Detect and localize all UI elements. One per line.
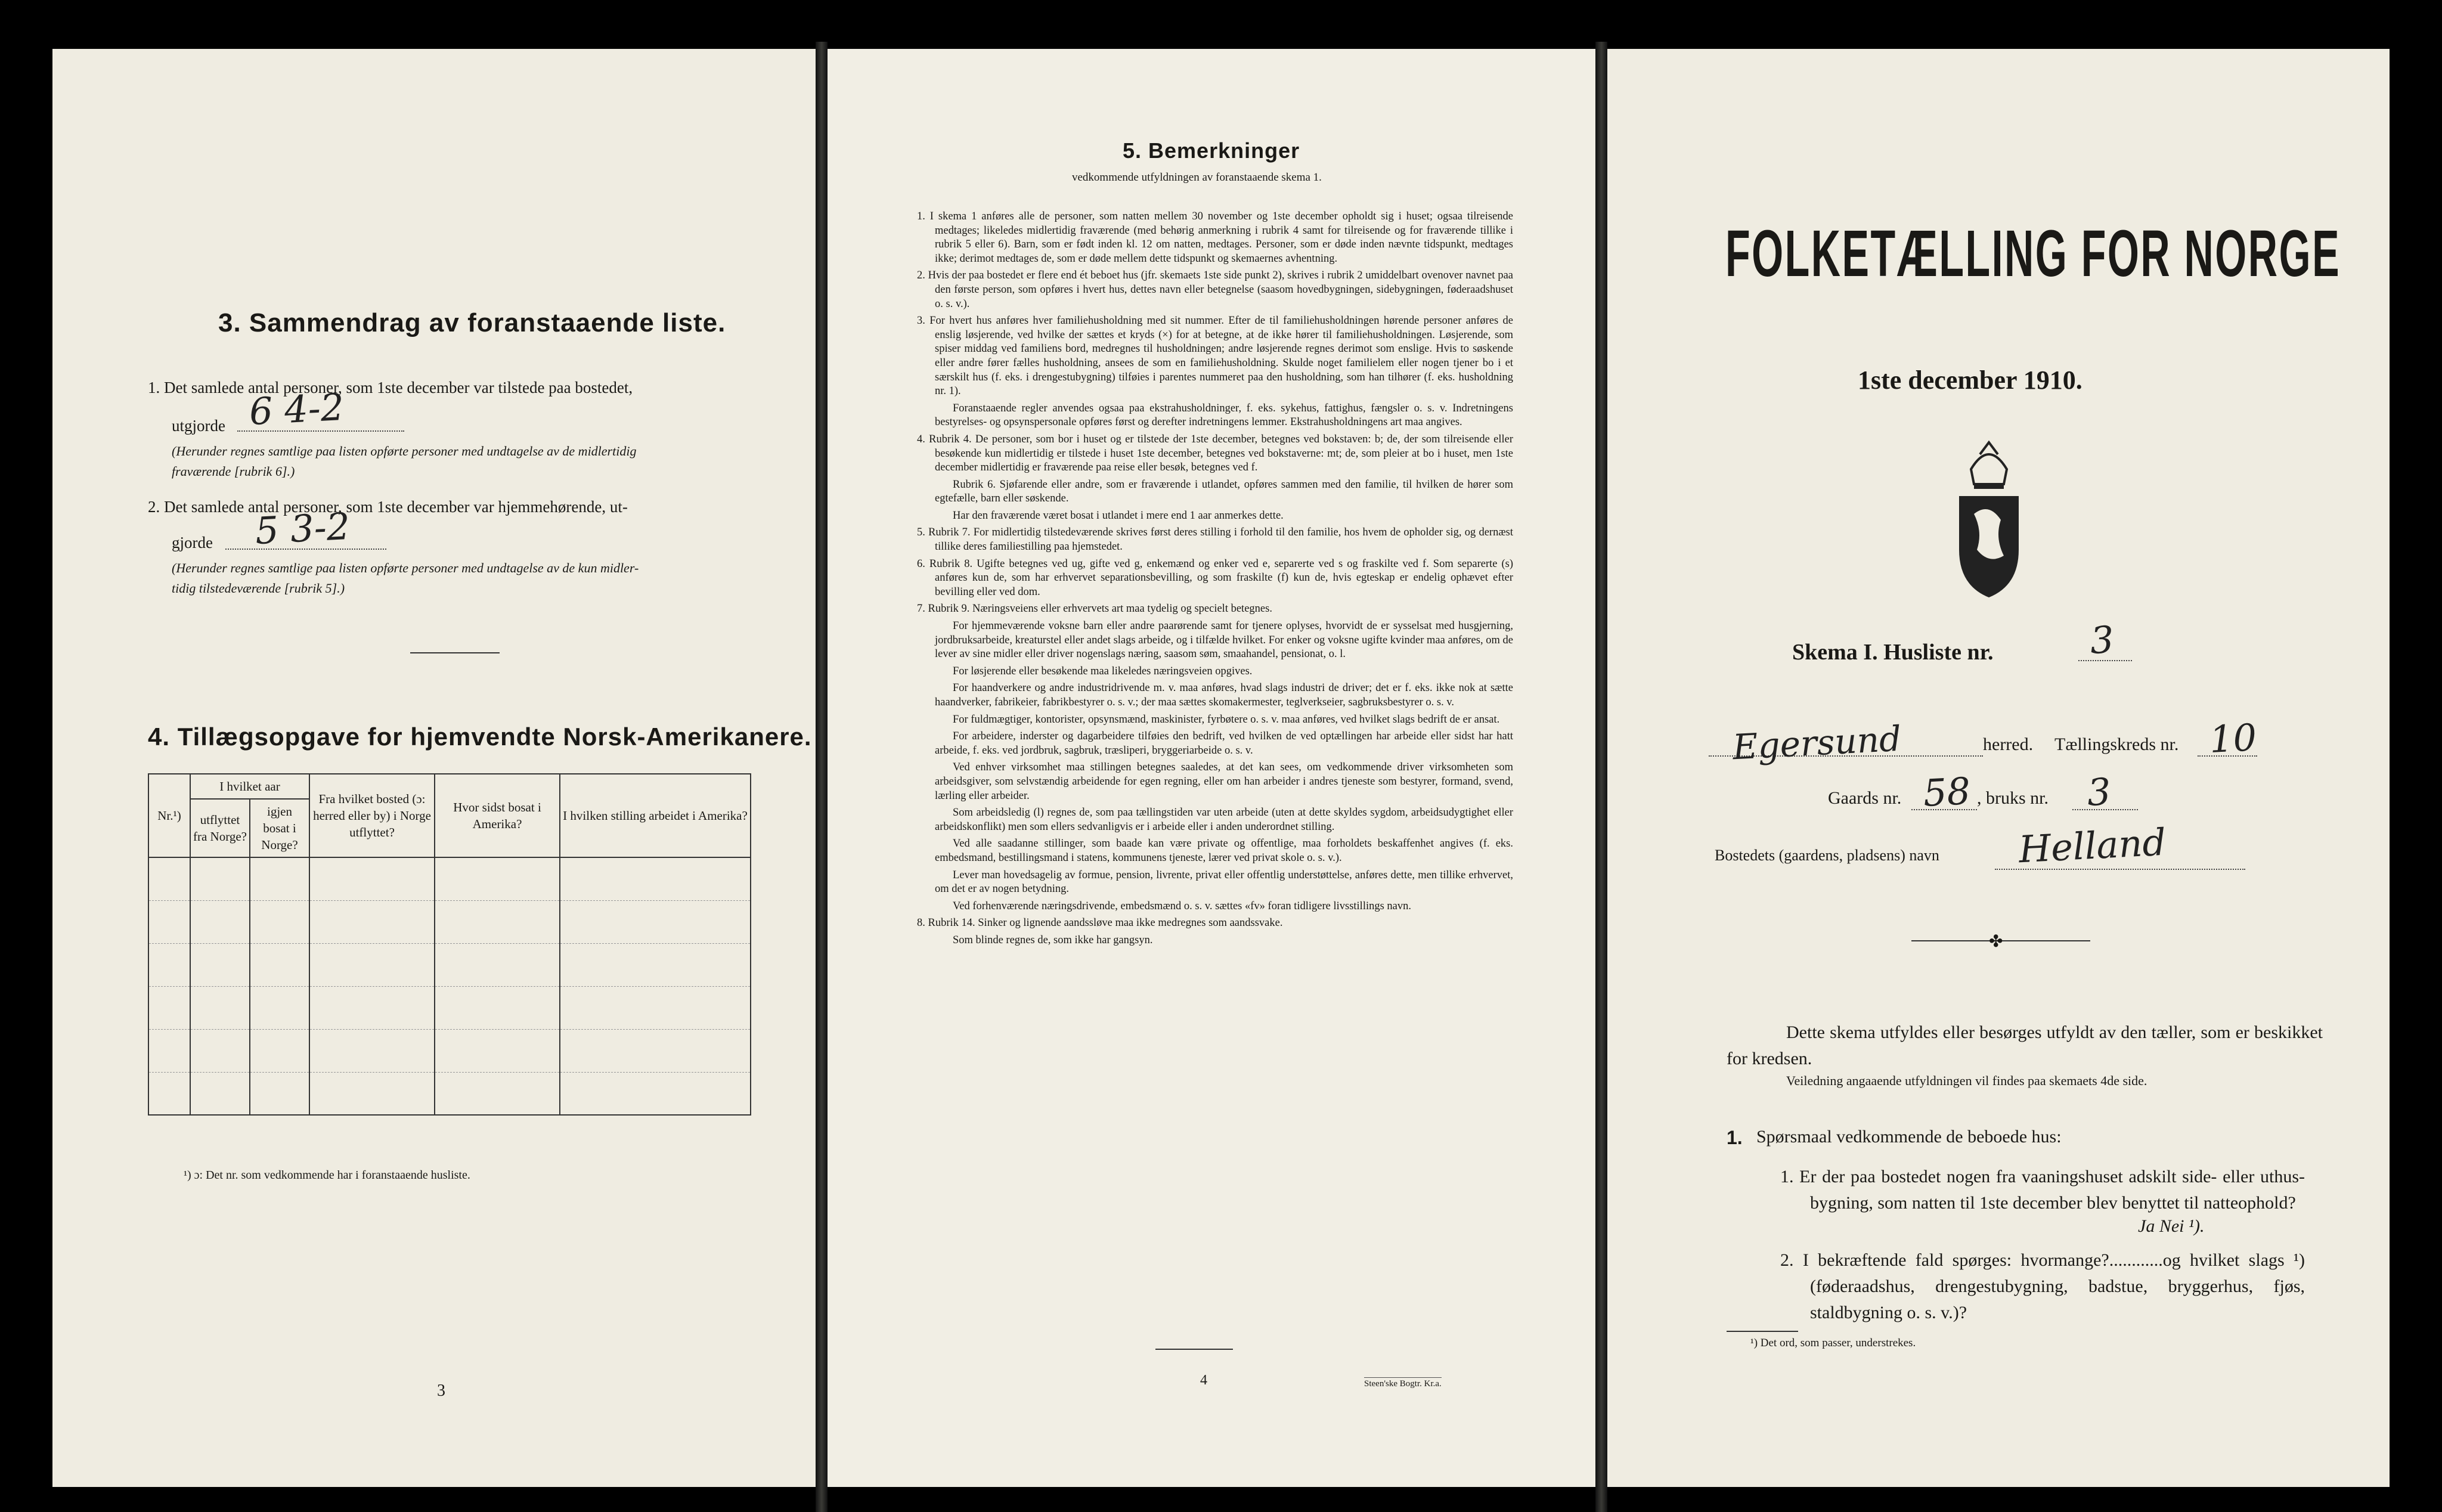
remark-paragraph: 4. Rubrik 4. De personer, som bor i huset og er tilstede der 1ste december, betegnes ved bokstaven: b; de, der som tilreisende eller besøkende kun midlertidig er tilstede i huset 1ste december, betegnes ved bokstaverne: mt; de, som pleier at bo i huset, men 1ste december midlertidig er fraværende paa reise eller besøk, betegnes ved f. — [917, 433, 1513, 474]
remark-paragraph: For løsjerende eller besøkende maa likeledes næringsveien opgives. — [953, 665, 1253, 677]
printer-mark: Steen'ske Bogtr. Kr.a. — [1364, 1377, 1442, 1389]
remark-paragraph: For haandverkere og andre industridrivende m. v. maa anføres, hvad slags industri de driver; det er f. eks. ikke nok at sætte haandverker, fabrikeier, fabrikbestyrer o. s. v.; der maa sættes skomakermester, teglverkseier, sagbruksbestyrer o. s. v. — [935, 682, 1513, 708]
remark-paragraph: Lever man hovedsagelig av formue, pension, livrente, privat eller offentlig understøttelse, anføres dette, men tillike erhvervet, om det er av nogen betydning. — [935, 869, 1513, 896]
census-title: FOLKETÆLLING FOR NORGE — [1725, 217, 2341, 290]
col-nr: Nr.¹) — [148, 774, 190, 857]
item2-note2: tidig tilstedeværende [rubrik 5].) — [172, 581, 345, 596]
remark-paragraph: For hjemmeværende voksne barn eller andre paarørende samt for tjenere oplyses, hvorvidt de er sysselsat med husgjerning, jordbruksarbeide, kreaturstel eller andet slags arbeide, og i tilfælde hvilket. For enker og voksne ugifte kvinder maa anføres, om de lever av sine midler eller driver nogenslags næring, saasom søm, smaahandel, pensionat, o. l. — [935, 620, 1513, 661]
table-row — [148, 1072, 751, 1115]
col-amerika-bosat: Hvor sidst bosat i Amerika? — [435, 774, 560, 857]
census-date: 1ste december 1910. — [1858, 365, 2082, 395]
item1-text: 1. Det samlede antal personer, som 1ste december var tilstede paa bostedet, — [148, 379, 633, 396]
remark-paragraph: Har den fraværende været bosat i utlandet i mere end 1 aar anmerkes dette. — [953, 509, 1284, 522]
section4-title: 4. Tillægsopgave for hjemvendte Norsk-Amerikanere. — [148, 723, 812, 751]
col-fra-bosted: Fra hvilket bosted (ɔ: herred eller by) i Norge utflyttet? — [309, 774, 435, 857]
divider — [1155, 1349, 1233, 1350]
remark-paragraph: Foranstaaende regler anvendes ogsaa paa ekstrahusholdninger, f. eks. sykehus, fattighus, fængsler o. s. v. Indretningens bestyrelses- og opsynspersonale opføres først og derefter indretningens lemmer. Ekstrahusholdningens art maa angives. — [935, 402, 1513, 429]
gaards-handwritten: 58 — [1922, 769, 1972, 816]
left-page — [52, 49, 822, 1487]
middle-page — [822, 49, 1601, 1487]
table-row — [148, 943, 751, 986]
bruks-handwritten: 3 — [2086, 770, 2112, 814]
gaards-label: Gaards nr. — [1828, 788, 1902, 808]
item2-note1: (Herunder regnes samtlige paa listen opførte personer med undtagelse av de kun midler- — [172, 560, 639, 575]
bruks-label: , bruks nr. — [1977, 788, 2049, 808]
table-row — [148, 900, 751, 943]
divider — [410, 652, 500, 653]
item1-note2: fraværende [rubrik 6].) — [172, 464, 295, 479]
question-1: 1. Er der paa bostedet nogen fra vaaningshuset adskilt side- eller uthus-bygning, som natten til 1ste december blev benyttet til natteophold? — [1780, 1167, 2305, 1213]
remark-paragraph: Rubrik 6. Sjøfarende eller andre, som er fraværende i utlandet, opføres sammen med den familie, til hvilken de hører som egtefælle, barn eller søskende. — [935, 478, 1513, 505]
question-head: Spørsmaal vedkommende de beboede hus: — [1756, 1127, 2062, 1147]
remark-paragraph: 5. Rubrik 7. For midlertidig tilstedeværende skrives først deres stilling i forhold til den familie, hos hvem de opholder sig, og dernæst tillike deres familiestilling paa hjemstedet. — [917, 526, 1513, 553]
remark-paragraph: Ved enhver virksomhet maa stillingen betegnes saaledes, at det kan sees, om vedkommende driver virksomheten som arbeidsgiver, som selvstændig arbeidende for egen regning, eller om han arbeider i andres tjeneste som bestyrer, formand, svend, lærling eller arbeider. — [935, 761, 1513, 802]
item2-prefix: gjorde — [172, 534, 213, 551]
remark-paragraph: Ved alle saadanne stillinger, som baade kan være private og offentlige, maa forholdets beskaffenhet angives (f. eks. embedsmand, bestillingsmand i statens, kommunens tjeneste, lærer ved privat skole o. s. v.). — [935, 838, 1513, 864]
table-row — [148, 1029, 751, 1072]
bosted-label: Bostedets (gaardens, pladsens) navn — [1715, 847, 1939, 864]
remarks-list — [917, 210, 1513, 951]
col-utflyttet: utflyttet fra Norge? — [190, 799, 250, 857]
col-stilling: I hvilken stilling arbeidet i Amerika? — [560, 774, 751, 857]
right-footnote: ¹) Det ord, som passer, understrekes. — [1750, 1337, 1916, 1349]
bemerkninger-subtitle: vedkommende utfyldningen av foranstaaende skema 1. — [1072, 171, 1322, 184]
coat-of-arms-icon — [1947, 436, 2031, 603]
table-row — [148, 986, 751, 1029]
remark-paragraph: Ved forhenværende næringsdrivende, embedsmænd o. s. v. sættes «fv» foran tidligere livsstillings navn. — [953, 900, 1412, 912]
ornament-icon: ✤ — [1989, 932, 2003, 951]
page-number-3: 3 — [437, 1381, 445, 1400]
herred-handwritten: Egersund — [1731, 718, 1902, 768]
remark-paragraph: 8. Rubrik 14. Sinker og lignende aandssløve maa ikke medregnes som aandssvake. — [917, 917, 1283, 929]
page-fold — [1595, 42, 1607, 1512]
question-1-answer: Ja Nei ¹). — [2138, 1216, 2205, 1236]
kreds-label: Tællingskreds nr. — [2054, 735, 2179, 754]
remark-paragraph: 7. Rubrik 9. Næringsveiens eller erhvervets art maa tydelig og specielt betegnes. — [917, 603, 1272, 615]
table-footnote: ¹) ɔ: Det nr. som vedkommende har i foranstaaende husliste. — [184, 1169, 470, 1182]
remark-paragraph: 2. Hvis der paa bostedet er flere end ét beboet hus (jfr. skemaets 1ste side punkt 2), skrives i rubrik 2 umiddelbart ovenover navnet paa den første person, som opføres i hvert hus, dettes navn eller betegnelse (saasom hovedbygningen, sidebygningen, føderaadshuset o. s. v.). — [917, 269, 1513, 310]
col-year-group: I hvilket aar — [190, 774, 309, 799]
item1-note1: (Herunder regnes samtlige paa listen opførte personer med undtagelse av de midlertidig — [172, 444, 637, 458]
husliste-nr-handwritten: 3 — [2089, 618, 2115, 662]
col-igjen: igjen bosat i Norge? — [250, 799, 309, 857]
kreds-handwritten: 10 — [2208, 715, 2258, 762]
item1-prefix: utgjorde — [172, 417, 225, 435]
remark-paragraph: 3. For hvert hus anføres hver familiehusholdning med sit nummer. Efter de til familiehusholdningen hørende personer anføres de enslig løsjerende, ved hvilke der sættes et kryds (×) for at betegne, at de ikke hører til familiehusholdningen. Løsjerende, som spiser middag ved familiens bord, medregnes til husholdningen; andre løsjerende regnes derimot som enslige. Hvis to søskende eller andre fører fælles husholdning, ansees de som en familiehusholdning. Skulde noget familielem eller nogen tjener bo i et særskilt hus (f. eks. i drengestubygning) tilføies i parentes nummeret paa den husholdning, som han tilhører (f. eks. husholdning nr. 1). — [917, 315, 1513, 398]
section3-title: 3. Sammendrag av foranstaaende liste. — [218, 308, 726, 337]
remark-paragraph: 1. I skema 1 anføres alle de personer, som natten mellem 30 november og 1ste december opholdt sig i huset; ogsaa tilreisende medtages; likeledes midlertidig fraværende (med behørig anmerkning i rubrik 4 samt for tilreisende og for fraværende tillike i rubrik 5 eller 6). Barn, som er født inden kl. 12 om natten, medtages. Personer, som er døde inden nævnte tidspunkt, medtages ikke; derimot medtages de, som er døde mellem dette tidspunkt og skemaernes avhentning. — [917, 210, 1513, 265]
herred-label: herred. — [1983, 735, 2034, 754]
question-head-number: 1. — [1727, 1127, 1743, 1148]
table-row — [148, 857, 751, 900]
schema-label: Skema I. Husliste nr. — [1792, 640, 1994, 665]
bosted-handwritten: Helland — [2018, 820, 2167, 872]
remark-paragraph: Som blinde regnes de, som ikke har gangsyn. — [953, 934, 1153, 946]
norsk-amerikanere-table — [148, 773, 751, 1116]
item1-handwritten: 6 4-2 — [248, 385, 345, 434]
remark-paragraph: For fuldmægtiger, kontorister, opsynsmænd, maskinister, fyrbøtere o. s. v. maa anføres, ved hvilket slags bedrift de er ansat. — [953, 713, 1500, 726]
page-fold — [816, 42, 828, 1512]
divider — [1727, 1331, 1798, 1332]
intro-note: Veiledning angaaende utfyldningen vil findes paa skemaets 4de side. — [1786, 1073, 2147, 1088]
intro-text: Dette skema utfyldes eller besørges utfyldt av den tæller, som er beskikket for kredsen. — [1727, 1023, 2323, 1068]
page-number-4: 4 — [1200, 1372, 1207, 1388]
right-page — [1601, 49, 2390, 1487]
item2-text: 2. Det samlede antal personer, som 1ste december var hjemmehørende, ut- — [148, 498, 628, 516]
item2-handwritten: 5 3-2 — [254, 504, 351, 553]
remark-paragraph: For arbeidere, inderster og dagarbeidere tilføies den bedrift, ved hvilken de ved optællingen har arbeide eller sidst har hatt arbeide, f. eks. ved jordbruk, sagbruk, træsliperi, bryggeriarbeide o. s. v. — [935, 730, 1513, 757]
remark-paragraph: Som arbeidsledig (l) regnes de, som paa tællingstiden var uten arbeide (uten at dette skyldes sygdom, arbeidsudygtighet eller arbeidskonflikt) men som ellers sedvanligvis er i arbeide eller i anden underordnet stilling. — [935, 807, 1513, 833]
bemerkninger-title: 5. Bemerkninger — [1123, 138, 1300, 163]
question-2: 2. I bekræftende fald spørges: hvormange?............og hvilket slags ¹) (føderaadshus, drengestubygning, badstue, bryggerhus, fjøs, staldbygning o. s. v.)? — [1780, 1250, 2305, 1322]
remark-paragraph: 6. Rubrik 8. Ugifte betegnes ved ug, gifte ved g, enkemænd og enker ved e, separerte ved s og fraskilte ved f. Som separerte (s) anføres kun de, som har erhvervet separationsbevilling, og som fraskilte (f) kun de, hvis egteskap er endelig ophævet efter bevilling eller ved dom. — [917, 557, 1513, 598]
